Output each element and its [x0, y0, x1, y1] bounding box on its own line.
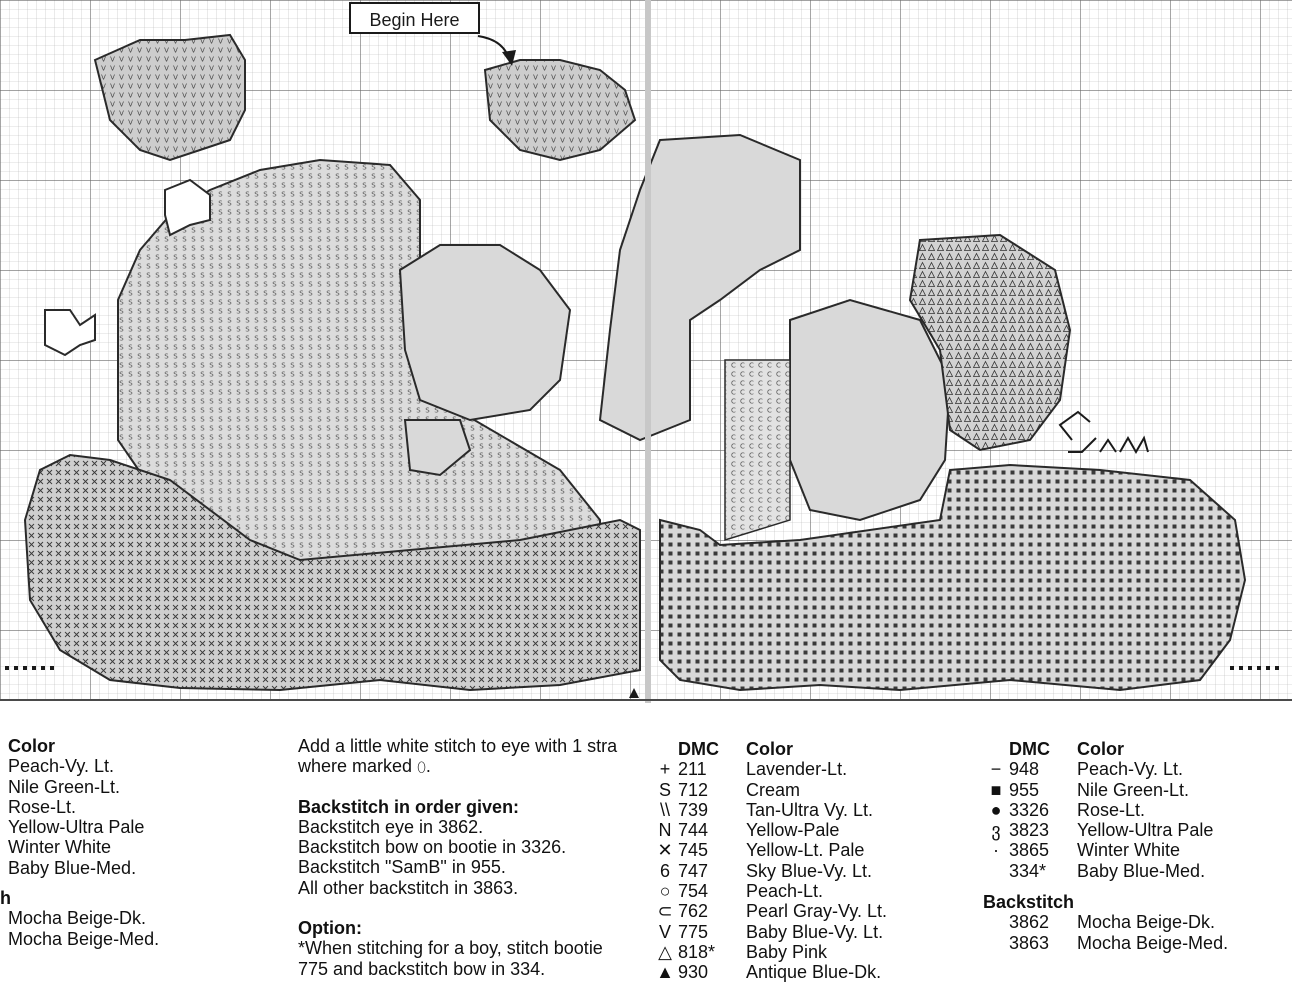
dmc-row [652, 759, 972, 779]
dmc-color-name: Winter White [1077, 840, 1181, 861]
s-symbol-icon: S [658, 779, 671, 800]
dmc-number: 712 [678, 779, 709, 800]
color-header: Color [1077, 739, 1124, 759]
dmc-row [983, 759, 1283, 779]
left-color-key [0, 736, 278, 949]
six-symbol-icon: 6 [659, 860, 670, 881]
left-color-row: Baby Blue-Med. [8, 857, 137, 878]
dmc-number: 3823 [1009, 820, 1050, 841]
dmc-number: 775 [678, 921, 709, 942]
eye-note-text: where marked [298, 756, 413, 777]
dmc-row [652, 942, 972, 962]
dmc-number: 334* [1009, 860, 1047, 881]
dmc-color-name: Peach-Vy. Lt. [1077, 759, 1184, 780]
filled-square-symbol-icon: ■ [990, 779, 1002, 800]
dmc-color-name: Pearl Gray-Vy. Lt. [746, 901, 888, 922]
option-line: 775 and backstitch bow in 334. [298, 958, 546, 979]
dmc-number: 818* [678, 941, 716, 962]
left-color-row: Winter White [8, 837, 112, 858]
left-color-header: Color [8, 736, 55, 756]
dmc-key-middle [652, 739, 972, 983]
dmc-row [983, 780, 1283, 800]
backstitch-step: Backstitch bow on bootie in 3326. [298, 837, 567, 858]
dmc-key-right [983, 739, 1283, 953]
backstitch-step: All other backstitch in 3863. [298, 877, 519, 898]
dmc-color-name: Mocha Beige-Med. [1077, 932, 1229, 953]
dmc-color-name: Baby Blue-Med. [1077, 860, 1206, 881]
filled-circle-symbol-icon: ● [990, 799, 1002, 820]
subset-symbol-icon: ⊂ [657, 901, 673, 922]
left-backstitch-header: h [0, 888, 11, 909]
circle-symbol-icon: ○ [659, 881, 671, 902]
dmc-color-name: Yellow-Ultra Pale [1077, 820, 1214, 841]
instructions-notes [298, 736, 658, 979]
dmc-color-name: Nile Green-Lt. [1077, 779, 1190, 800]
dot-symbol-icon: · [993, 840, 999, 861]
left-color-row: Rose-Lt. [8, 796, 77, 817]
dmc-number: 3862 [1009, 912, 1050, 933]
dmc-number: 739 [678, 799, 709, 820]
begin-here-callout: Begin Here [349, 2, 480, 34]
dmc-number: 745 [678, 840, 709, 861]
x-symbol-icon: ✕ [657, 840, 673, 861]
dmc-color-name: Baby Blue-Vy. Lt. [746, 921, 884, 942]
dmc-color-name: Antique Blue-Dk. [746, 962, 882, 983]
dmc-number: 211 [678, 759, 707, 780]
triangle-filled-symbol-icon: ▲ [656, 962, 674, 983]
left-color-row: Yellow-Ultra Pale [8, 817, 145, 838]
dmc-key-header [983, 739, 1283, 759]
dmc-row [983, 861, 1283, 881]
baby-head [790, 300, 950, 520]
dmc-header: DMC [678, 739, 719, 759]
option-line: *When stitching for a boy, stitch bootie [298, 938, 603, 959]
backstitch-title: Backstitch in order given: [298, 796, 520, 817]
dmc-number: 747 [678, 860, 709, 881]
dmc-row [652, 780, 972, 800]
dmc-header: DMC [1009, 739, 1050, 759]
eye-note-line: where marked ⬯. [298, 756, 431, 777]
right-backstitch-header: Backstitch [983, 892, 1075, 913]
dmc-color-name: Peach-Lt. [746, 881, 824, 902]
color-header: Color [746, 739, 793, 759]
v-symbol-icon: V [658, 921, 671, 942]
dmc-row [652, 881, 972, 901]
backstitch-step: Backstitch eye in 3862. [298, 816, 484, 837]
eye-mark-icon: ⬯ [417, 759, 426, 776]
dmc-color-name: Mocha Beige-Dk. [1077, 912, 1216, 933]
dmc-number: 744 [678, 820, 709, 841]
dmc-number: 955 [1009, 779, 1040, 800]
dmc-number: 948 [1009, 759, 1040, 780]
dmc-color-name: Cream [746, 779, 801, 800]
backstitch-row [983, 912, 1283, 932]
dmc-row [652, 820, 972, 840]
dmc-row [652, 901, 972, 921]
option-title: Option: [298, 918, 362, 939]
dmc-color-name: Lavender-Lt. [746, 759, 848, 780]
left-color-row: Nile Green-Lt. [8, 776, 121, 797]
dmc-color-name: Sky Blue-Vy. Lt. [746, 860, 873, 881]
dmc-row [652, 840, 972, 860]
dmc-number: 754 [678, 881, 709, 902]
dmc-color-name: Yellow-Pale [746, 820, 840, 841]
dmc-row [652, 922, 972, 942]
left-color-row: Peach-Vy. Lt. [8, 756, 115, 777]
dmc-row [652, 861, 972, 881]
eye-note-line: Add a little white stitch to eye with 1 stra [298, 736, 618, 756]
dmc-number: 3865 [1009, 840, 1050, 861]
dmc-number: 762 [678, 901, 709, 922]
double-slash-symbol-icon: \\ [659, 799, 670, 820]
n-symbol-icon: N [658, 820, 672, 841]
backstitch-step: Backstitch "SamB" in 955. [298, 857, 506, 878]
page-seam [645, 0, 651, 703]
dmc-color-name: Tan-Ultra Vy. Lt. [746, 799, 874, 820]
plus-symbol-icon: + [659, 759, 671, 780]
dmc-number: 3326 [1009, 799, 1050, 820]
dmc-row [983, 840, 1283, 860]
left-backstitch-row: Mocha Beige-Dk. [8, 908, 147, 929]
dmc-row [983, 820, 1283, 840]
dmc-number: 930 [678, 962, 709, 983]
dash-symbol-icon: − [990, 759, 1002, 780]
backstitch-row [983, 933, 1283, 953]
triangle-outline-symbol-icon: △ [658, 941, 672, 962]
three-symbol-icon: ვ [991, 820, 1001, 841]
dmc-color-name: Yellow-Lt. Pale [746, 840, 865, 861]
left-backstitch-row: Mocha Beige-Med. [8, 928, 160, 949]
baby-face-c [725, 360, 790, 540]
dmc-color-name: Rose-Lt. [1077, 799, 1146, 820]
dmc-row [983, 800, 1283, 820]
dmc-row [652, 962, 972, 982]
dmc-color-name: Baby Pink [746, 941, 828, 962]
dmc-key-header [652, 739, 972, 759]
dmc-row [652, 800, 972, 820]
dmc-number: 3863 [1009, 932, 1050, 953]
